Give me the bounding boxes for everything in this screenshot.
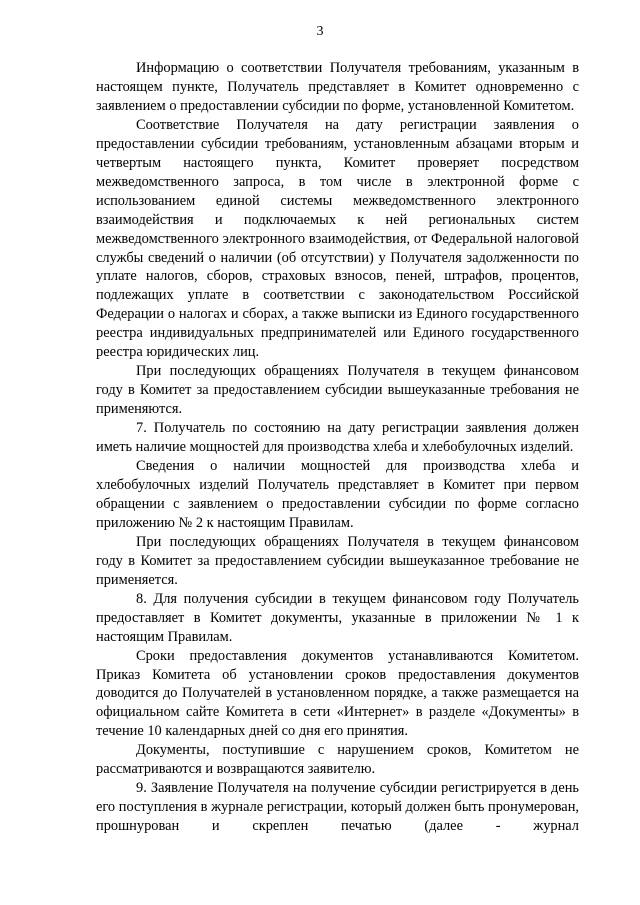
paragraph: Информацию о соответствии Получателя требованиям, указанным в настоящем пункте, Получатель представляет в Комитет одновременно с заявлением о предоставлении субсидии по форме, установленной Комитетом.: [96, 60, 579, 114]
paragraph: При последующих обращениях Получателя в текущем финансовом году в Комитет за предоставлением субсидии вышеуказанные требования не применяются.: [96, 363, 579, 418]
document-body: [96, 59, 579, 836]
paragraph: Сроки предоставления документов устанавливаются Комитетом. Приказ Комитета об установлении сроков предоставления документов доводится до Получателей в установленном порядке, а также размещается на официальном сайте Комитета в сети «Интернет» в разделе «Документы» в течение 10 календарных дней со дня его принятия.: [96, 647, 579, 740]
paragraph: При последующих обращениях Получателя в текущем финансовом году в Комитет за предоставлением субсидии вышеуказанное требование не применяется.: [96, 533, 579, 588]
page-number: 3: [316, 24, 324, 39]
paragraph: 8. Для получения субсидии в текущем финансовом году Получатель предоставляет в Комитет документы, указанные в приложении № 1 к настоящим Правилам.: [96, 590, 579, 645]
paragraph: 7. Получатель по состоянию на дату регистрации заявления должен иметь наличие мощностей для производства хлеба и хлебобулочных изделий.: [96, 420, 579, 456]
paragraph: 9. Заявление Получателя на получение субсидии регистрируется в день его поступления в журнале регистрации, который должен быть пронумерован, прошнурован и скреплен печатью (далее - журнал: [96, 780, 579, 835]
paragraph: Соответствие Получателя на дату регистрации заявления о предоставлении субсидии требованиям, установленным абзацами вторым и четвертым настоящего пункта, Комитет проверяет посредством межведомственного запроса, в том числе в электронной форме с использованием единой системы межведомственного электронного взаимодействия и подключаемых к ней региональных систем межведомственного электронного взаимодействия, от Федеральной налоговой службы сведений о наличии (об отсутствии) у Получателя задолженности по уплате налогов, сборов, страховых взносов, пеней, штрафов, процентов, подлежащих уплате в соответствии с законодательством Российской Федерации о налогах и сборах, а также выписки из Единого государственного реестра индивидуальных предпринимателей или Единого государственного реестра юридических лиц.: [96, 116, 579, 361]
paragraph: Документы, поступившие с нарушением сроков, Комитетом не рассматриваются и возвращаются заявителю.: [96, 742, 579, 778]
paragraph: Сведения о наличии мощностей для производства хлеба и хлебобулочных изделий Получатель представляет в Комитет при первом обращении с заявлением о предоставлении субсидии по форме согласно приложению № 2 к настоящим Правилам.: [96, 458, 579, 531]
